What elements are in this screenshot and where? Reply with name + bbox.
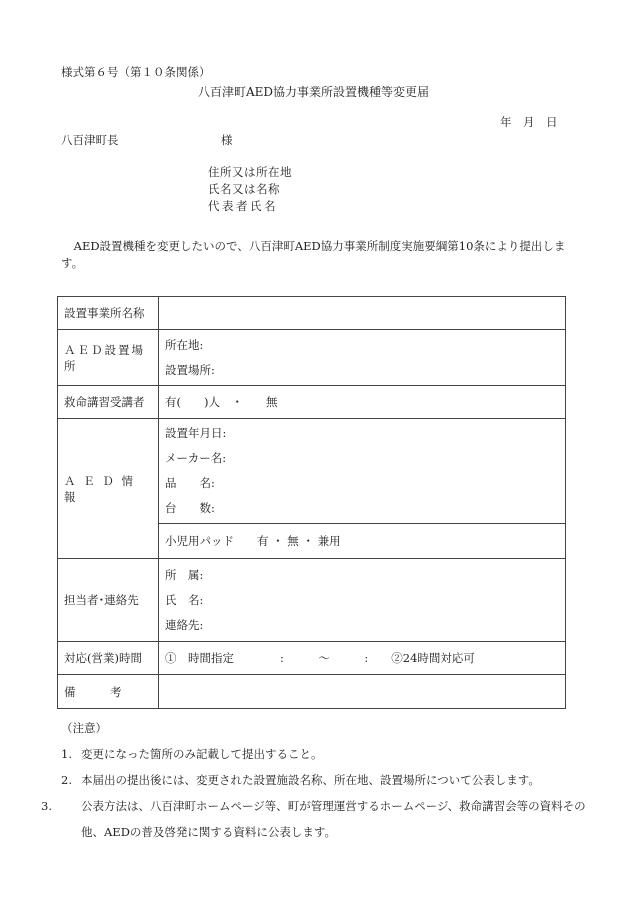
applicant-address-label: 住所又は所在地 [208,165,292,179]
contact-affiliation-label: 所 属: [165,567,204,582]
maker-name-label: メーカー名: [165,451,227,465]
note-text: 変更になった箇所のみ記載して提出すること。 [81,747,323,761]
remarks-label: 備 考 [58,675,159,709]
aed-location-field[interactable] [159,330,566,386]
body-text: AED設置機種を変更したいので、八百津町AED協力事業所制度実施要綱第10条により提出します。 [61,239,566,270]
note-text: 公表方法は、八百津町ホームページ等、町が管理運営するホームページ、救命講習会等の資料その他、AEDの普及啓発に関する資料に公表します。 [81,799,586,839]
table-row [58,297,566,330]
aed-info-label: Ａ Ｅ Ｄ 情 報 [58,419,159,559]
contact-field[interactable] [159,559,566,642]
office-name-label: 設置事業所名称 [58,297,159,330]
recipient: 八百津町長 [61,133,119,147]
trainees-field[interactable]: 有( )人 ・ 無 [159,386,566,419]
form-number: 様式第６号（第１０条関係） [61,65,211,79]
location-address-label: 所在地: [165,337,204,352]
table-row [58,330,566,386]
contact-phone-label: 連絡先: [165,617,204,632]
document-title: 八百津町AED協力事業所設置機種等変更届 [198,85,430,99]
pediatric-pad-field[interactable]: 小児用パッド 有 ・ 無 ・ 兼用 [159,524,566,559]
applicant-representative-label: 代表者氏名 [208,199,278,213]
notes-heading: （注意） [61,721,107,735]
unit-count-label: 台 数: [165,501,215,515]
note-number: 3. [41,799,52,813]
table-row [58,386,566,419]
table-row [58,419,566,524]
note-item [41,793,586,845]
note-item [61,741,566,767]
location-place-label: 設置場所: [165,362,215,377]
contact-name-label: 氏 名: [165,592,204,607]
office-name-field[interactable] [159,297,566,330]
hours-label: 対応(営業)時間 [58,642,159,675]
note-number: 1. [61,747,72,761]
form-table [57,296,566,709]
table-row [58,559,566,642]
date-line: 年 月 日 [500,115,558,129]
note-text: 本届出の提出後には、変更された設置施設名称、所在地、設置場所について公表します。 [81,773,540,787]
aed-location-label: ＡＥＤ設置場所 [58,330,159,386]
note-item [61,767,566,793]
applicant-name-label: 氏名又は名称 [208,182,280,196]
aed-info-field[interactable] [159,419,566,524]
table-row [58,642,566,675]
install-date-label: 設置年月日: [165,426,227,440]
contact-label: 担当者･連絡先 [58,559,159,642]
trainees-label: 救命講習受講者 [58,386,159,419]
recipient-honorific: 様 [221,133,233,147]
product-name-label: 品 名: [165,476,215,490]
note-number: 2. [61,773,72,787]
remarks-field[interactable] [159,675,566,709]
table-row [58,675,566,709]
hours-field[interactable]: ① 時間指定 : ～ : ②24時間対応可 [159,642,566,675]
